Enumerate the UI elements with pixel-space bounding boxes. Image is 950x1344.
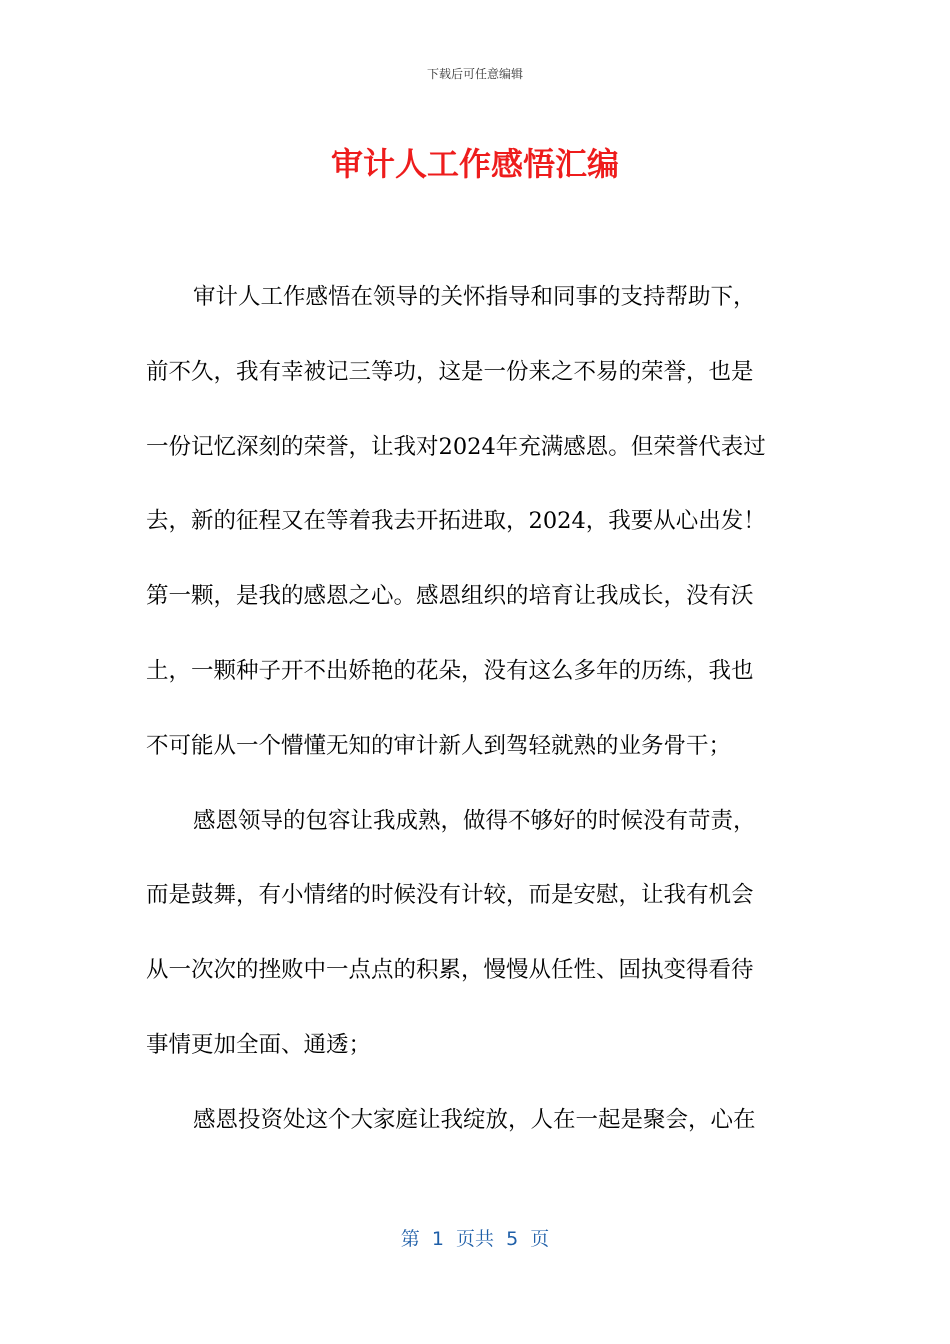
body-line: 去，新的征程又在等着我去开拓进取，2024，我要从心出发！ [146, 508, 766, 535]
body-text [146, 276, 806, 1174]
body-line: 而是鼓舞，有小情绪的时候没有计较，而是安慰，让我有机会 [146, 882, 754, 909]
header-note: 下载后可任意编辑 [426, 67, 523, 81]
body-line: 感恩领导的包容让我成熟，做得不够好的时候没有苛责， [193, 807, 756, 834]
page-footer: 第 1 页共 5 页 [400, 1228, 550, 1250]
body-line: 前不久，我有幸被记三等功，这是一份来之不易的荣誉，也是 [146, 358, 754, 385]
body-line: 审计人工作感悟在领导的关怀指导和同事的支持帮助下， [193, 284, 756, 310]
body-line: 感恩投资处这个大家庭让我绽放，人在一起是聚会，心在 [193, 1106, 756, 1133]
body-line: 从一次次的挫败中一点点的积累，慢慢从任性、固执变得看待 [146, 957, 754, 984]
body-line: 事情更加全面、通透； [146, 1031, 372, 1058]
body-line: 一份记忆深刻的荣誉，让我对2024年充满感恩。但荣誉代表过 [146, 433, 766, 460]
document-title: 审计人工作感悟汇编 [330, 145, 619, 183]
body-line: 第一颗，是我的感恩之心。感恩组织的培育让我成长，没有沃 [146, 583, 754, 610]
body-line: 不可能从一个懵懂无知的审计新人到驾轻就熟的业务骨干； [146, 732, 732, 759]
body-line: 土，一颗种子开不出娇艳的花朵，没有这么多年的历练，我也 [146, 657, 754, 684]
